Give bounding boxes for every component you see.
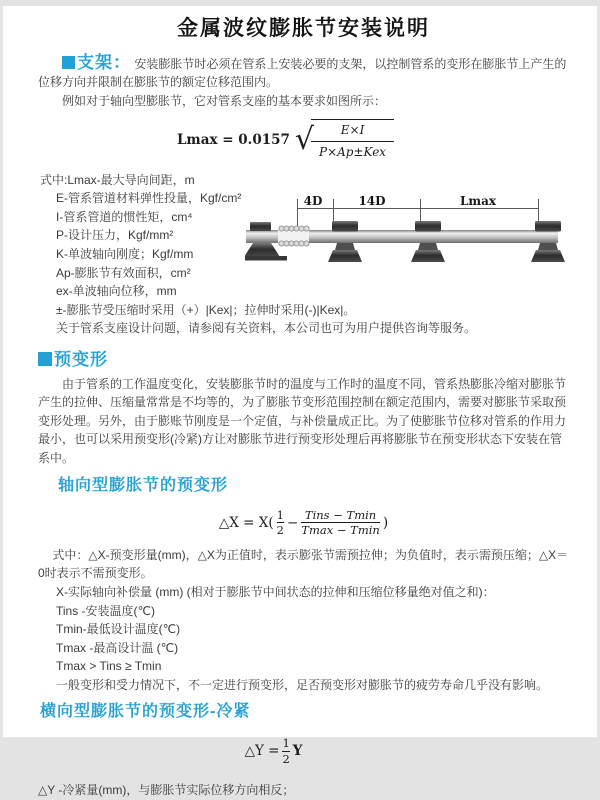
axial-formula-note: 式中：△X-预变形量(mm)，△X为正值时，表示膨张节需预拉伸；为负值时，表示需预压缩；△X＝0时表示不需预变形。 (38, 547, 569, 581)
section-bullet-icon (62, 56, 75, 69)
support-intro-text: 安装膨胀节时必须在管系上安装必要的支架，以控制管系的变形在膨胀节上产生的位移方向并限制在膨胀节的额定位移范围内。 (38, 56, 567, 90)
bellows (278, 226, 309, 246)
formula-dx-minus: − (286, 514, 299, 531)
definition-line: X-实际轴向补偿量 (mm) (相对于膨胀节中间状态的拉伸和压缩位移量绝对值之和)： (56, 585, 495, 599)
definition-line: Tmin-最低设计温度(℃) (56, 622, 181, 637)
radical-sign-group (295, 119, 394, 161)
formula-dx-temp-fraction: $\frac{\text{Tins − Tmin}}{Tmax - Tmin}$ (301, 508, 380, 538)
preform-paragraph: 由于管系的工作温度变化，安装膨胀节时的温度与工作时的温度不同，管系热膨胀冷缩对膨胀节产生的拉伸、压缩量常常是不均等的，为了膨胀节变形范围控制在额定范围内，需要对膨胀节采取预变形处理。另外，由于膨账节刚度是一个定值，与补偿量成正比。为了使膨胀节位移对管系的作用力最小，也可以采用预变形(冷紧)方让对膨胀节进行预变形处理后再将膨胀节在预变形状态下安装在管系中。 (38, 376, 567, 465)
axial-variable-definitions (38, 583, 569, 676)
dim-label-14d: 14D (358, 195, 386, 208)
definition-line: Ap-膨胀节有效面积，cm² (56, 265, 191, 280)
formula-lmax-numerator: E×I (340, 123, 365, 138)
support-intro-paragraph (38, 54, 569, 92)
formula-dy-lhs: △Y = (244, 742, 280, 759)
pipe-support-diagram (245, 195, 575, 275)
dim-label-lmax: Lmax (459, 195, 497, 208)
definition-line: Tmax > Tins ≥ Tmin (56, 659, 162, 674)
definition-line: P-设计压力，Kgf/mm² (56, 228, 174, 243)
section-header-support (62, 53, 131, 72)
formula-delta-x (38, 508, 569, 538)
formula-dy-rhs: Y (292, 742, 303, 759)
definition-line: Tmax -最高设计温 (℃) (56, 640, 179, 655)
formula-dx-rhs: ) (382, 514, 389, 531)
subheader-lateral-preform: 横向型膨胀节的预变形-冷紧 (40, 702, 251, 720)
formula-dx-lhs: △X = X( (218, 514, 274, 531)
support-header-label: 支架： (77, 52, 131, 72)
formula-lmax-fraction (311, 119, 394, 161)
definition-line: 式中:Lmax-最大导向间距，m (40, 172, 195, 187)
formula-lmax (38, 119, 533, 161)
subheader-axial-preform: 轴向型膨胀节的预变形 (58, 477, 229, 495)
lateral-note: △Y -冷紧量(mm)，与膨胀节实际位移方向相反； (38, 782, 295, 797)
definition-line: ex-单波轴向位移，mm (56, 284, 177, 299)
support-closing-text: 关于管系支座设计问题，请参阅有关资料，本公司也可为用户提供咨询等服务。 (56, 321, 477, 336)
formula-lmax-denominator: P×Ap±Kex (311, 141, 394, 162)
definition-line: Tins -安装温度(℃) (56, 603, 156, 618)
section-header-preform (38, 351, 569, 370)
square-root-icon: √ (294, 121, 315, 157)
definition-line: ±-膨胀节受压缩时采用（+）|Kex|；拉伸时采用(-)|Kex|。 (56, 302, 356, 317)
axial-remark: 一般变形和受力情况下，不一定进行预变形，足否预变形对膨胀节的疲劳寿命几乎没有影响。 (56, 677, 549, 692)
formula-delta-y (38, 736, 509, 766)
formula-lmax-lhs: Lmax = 0.0157 (176, 132, 290, 149)
preform-header-label: 预变形 (54, 349, 108, 369)
definition-line: E-管系管道材料弹性投量，Kgf/cm² (56, 191, 242, 206)
document-page (3, 6, 597, 797)
dim-label-4d: 4D (303, 195, 323, 208)
page-title: 金属波纹膨胀节安装说明 (177, 17, 430, 40)
formula-dy-half-fraction: $\frac{1}{2}$ (282, 736, 290, 766)
support-example-text: 例如对于轴向型膨胀节，它对管系支座的基本要求如图所示： (62, 93, 387, 108)
definition-line: I-管系管道的惯性矩，cm⁴ (56, 209, 193, 224)
definition-line: K-单波轴向刚度；Kgf/mm (56, 246, 194, 261)
section-bullet-icon (38, 352, 52, 366)
pipe-support-diagram-svg (245, 195, 575, 275)
formula-dx-half-fraction: $\frac{1}{2}$ (276, 508, 284, 538)
